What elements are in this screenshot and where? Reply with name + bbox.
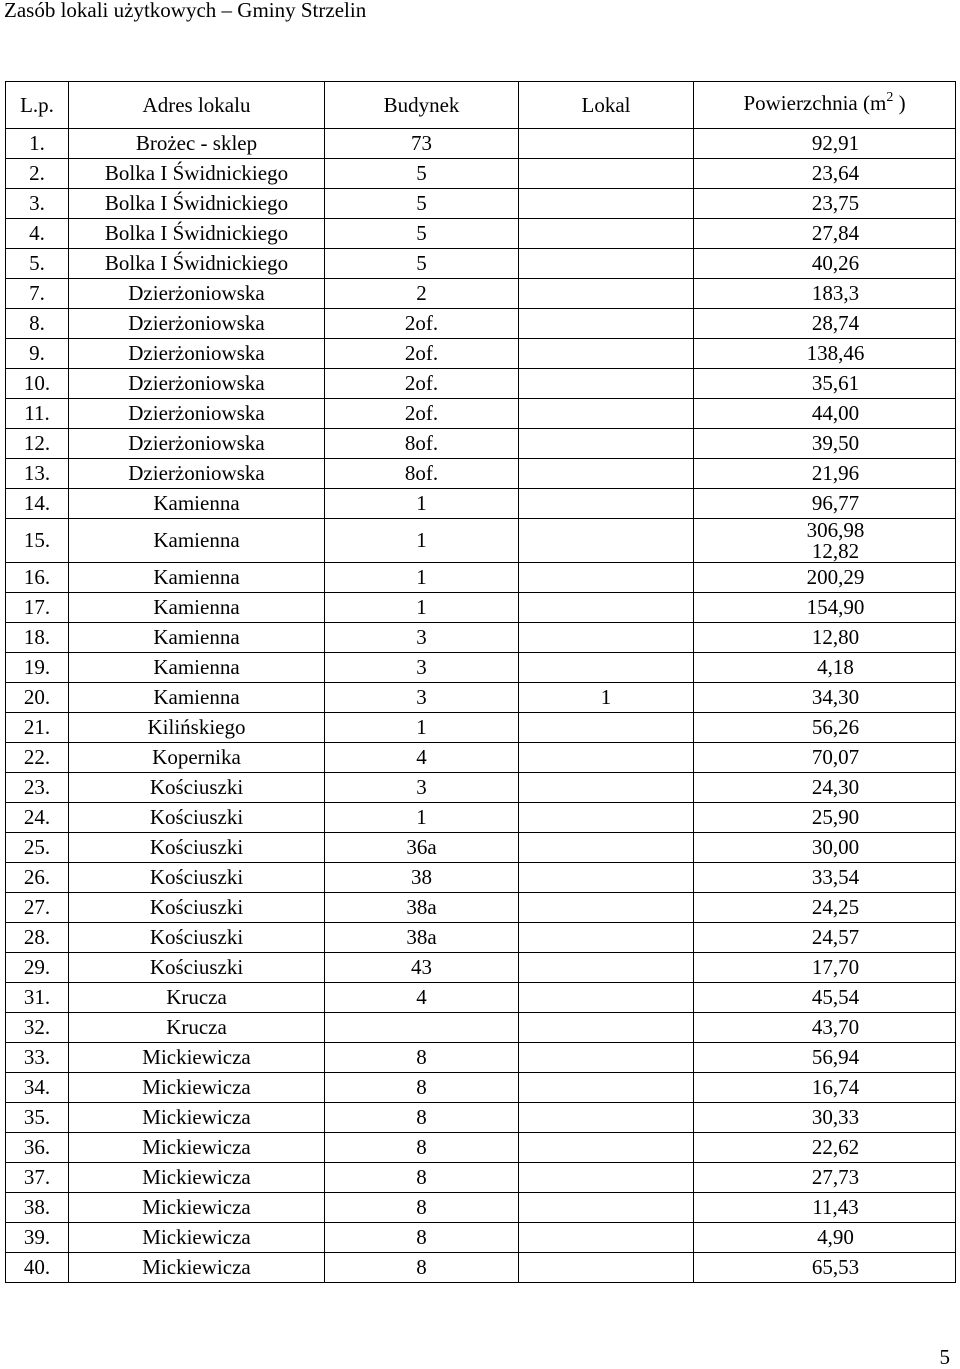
table-row bbox=[6, 459, 956, 489]
cell-unit bbox=[519, 1013, 694, 1043]
cell-lp: 28. bbox=[6, 923, 69, 953]
cell-area: 39,50 bbox=[694, 429, 956, 459]
table-row bbox=[6, 1163, 956, 1193]
cell-lp: 22. bbox=[6, 743, 69, 773]
cell-building: 3 bbox=[325, 623, 519, 653]
cell-address: Kilińskiego bbox=[69, 713, 325, 743]
header-area bbox=[694, 82, 956, 129]
cell-address: Kościuszki bbox=[69, 833, 325, 863]
cell-address: Bolka I Świdnickiego bbox=[69, 219, 325, 249]
table-row bbox=[6, 1043, 956, 1073]
cell-building: 3 bbox=[325, 683, 519, 713]
cell-lp: 7. bbox=[6, 279, 69, 309]
cell-building: 8 bbox=[325, 1223, 519, 1253]
cell-unit bbox=[519, 129, 694, 159]
cell-lp: 2. bbox=[6, 159, 69, 189]
cell-area: 33,54 bbox=[694, 863, 956, 893]
cell-unit bbox=[519, 429, 694, 459]
table-row bbox=[6, 279, 956, 309]
cell-address: Kościuszki bbox=[69, 773, 325, 803]
cell-unit bbox=[519, 279, 694, 309]
cell-address: Mickiewicza bbox=[69, 1193, 325, 1223]
cell-lp: 4. bbox=[6, 219, 69, 249]
cell-lp: 25. bbox=[6, 833, 69, 863]
cell-lp: 15. bbox=[6, 519, 69, 563]
cell-building: 5 bbox=[325, 159, 519, 189]
cell-address: Bolka I Świdnickiego bbox=[69, 189, 325, 219]
table-header-row bbox=[6, 82, 956, 129]
cell-building: 2of. bbox=[325, 399, 519, 429]
cell-area: 154,90 bbox=[694, 593, 956, 623]
cell-lp: 20. bbox=[6, 683, 69, 713]
table-row bbox=[6, 923, 956, 953]
cell-building: 8 bbox=[325, 1103, 519, 1133]
cell-building: 2of. bbox=[325, 309, 519, 339]
cell-building: 1 bbox=[325, 489, 519, 519]
table-row bbox=[6, 519, 956, 563]
cell-address: Kamienna bbox=[69, 623, 325, 653]
header-area-text: Powierzchnia (m bbox=[743, 91, 887, 115]
table-row bbox=[6, 489, 956, 519]
cell-address: Dzierżoniowska bbox=[69, 459, 325, 489]
cell-unit bbox=[519, 309, 694, 339]
cell-building: 36a bbox=[325, 833, 519, 863]
cell-area-value: 306,98 bbox=[806, 518, 865, 542]
cell-address: Mickiewicza bbox=[69, 1163, 325, 1193]
cell-address: Kopernika bbox=[69, 743, 325, 773]
table-row bbox=[6, 683, 956, 713]
cell-building: 8 bbox=[325, 1073, 519, 1103]
cell-area: 25,90 bbox=[694, 803, 956, 833]
cell-unit bbox=[519, 983, 694, 1013]
cell-building: 8 bbox=[325, 1043, 519, 1073]
cell-unit bbox=[519, 189, 694, 219]
cell-address: Mickiewicza bbox=[69, 1223, 325, 1253]
cell-unit bbox=[519, 219, 694, 249]
table-row bbox=[6, 803, 956, 833]
table-row bbox=[6, 563, 956, 593]
table-row bbox=[6, 159, 956, 189]
cell-unit bbox=[519, 1253, 694, 1283]
cell-unit bbox=[519, 803, 694, 833]
cell-lp: 8. bbox=[6, 309, 69, 339]
cell-area: 23,75 bbox=[694, 189, 956, 219]
cell-unit bbox=[519, 623, 694, 653]
table-row bbox=[6, 1193, 956, 1223]
cell-lp: 39. bbox=[6, 1223, 69, 1253]
cell-address: Krucza bbox=[69, 983, 325, 1013]
cell-lp: 24. bbox=[6, 803, 69, 833]
header-area-close: ) bbox=[893, 91, 906, 115]
cell-area: 24,25 bbox=[694, 893, 956, 923]
cell-address: Krucza bbox=[69, 1013, 325, 1043]
cell-building: 2of. bbox=[325, 369, 519, 399]
cell-area: 30,00 bbox=[694, 833, 956, 863]
table-row bbox=[6, 773, 956, 803]
cell-lp: 19. bbox=[6, 653, 69, 683]
cell-building: 1 bbox=[325, 593, 519, 623]
cell-address: Kamienna bbox=[69, 653, 325, 683]
cell-area: 138,46 bbox=[694, 339, 956, 369]
cell-address: Kamienna bbox=[69, 683, 325, 713]
cell-unit bbox=[519, 1103, 694, 1133]
cell-area bbox=[694, 519, 956, 563]
cell-area: 23,64 bbox=[694, 159, 956, 189]
table-row bbox=[6, 743, 956, 773]
cell-lp: 9. bbox=[6, 339, 69, 369]
cell-building: 38a bbox=[325, 923, 519, 953]
table-row bbox=[6, 863, 956, 893]
cell-area: 28,74 bbox=[694, 309, 956, 339]
cell-unit bbox=[519, 1133, 694, 1163]
table-row bbox=[6, 1103, 956, 1133]
document-title: Zasób lokali użytkowych – Gminy Strzelin bbox=[4, 0, 367, 22]
cell-address: Dzierżoniowska bbox=[69, 369, 325, 399]
cell-address: Kamienna bbox=[69, 563, 325, 593]
cell-area: 65,53 bbox=[694, 1253, 956, 1283]
cell-unit bbox=[519, 1223, 694, 1253]
cell-address: Kościuszki bbox=[69, 803, 325, 833]
cell-area: 4,18 bbox=[694, 653, 956, 683]
cell-unit bbox=[519, 249, 694, 279]
cell-building: 8of. bbox=[325, 429, 519, 459]
cell-unit bbox=[519, 653, 694, 683]
cell-address: Dzierżoniowska bbox=[69, 309, 325, 339]
cell-unit bbox=[519, 953, 694, 983]
cell-address: Mickiewicza bbox=[69, 1043, 325, 1073]
cell-building: 1 bbox=[325, 713, 519, 743]
cell-building: 8 bbox=[325, 1163, 519, 1193]
table-row bbox=[6, 249, 956, 279]
cell-building: 1 bbox=[325, 519, 519, 563]
cell-area: 24,30 bbox=[694, 773, 956, 803]
table-row bbox=[6, 623, 956, 653]
table-row bbox=[6, 189, 956, 219]
cell-lp: 27. bbox=[6, 893, 69, 923]
header-area-superscript: 2 bbox=[886, 90, 894, 105]
cell-lp: 10. bbox=[6, 369, 69, 399]
cell-area: 12,80 bbox=[694, 623, 956, 653]
cell-building: 4 bbox=[325, 743, 519, 773]
cell-lp: 16. bbox=[6, 563, 69, 593]
table-row bbox=[6, 309, 956, 339]
header-lp: L.p. bbox=[6, 82, 69, 129]
cell-building: 43 bbox=[325, 953, 519, 983]
cell-area: 183,3 bbox=[694, 279, 956, 309]
cell-address: Bolka I Świdnickiego bbox=[69, 159, 325, 189]
cell-area: 92,91 bbox=[694, 129, 956, 159]
cell-unit bbox=[519, 923, 694, 953]
cell-building: 5 bbox=[325, 249, 519, 279]
cell-area-value-second: 12,82 bbox=[811, 538, 860, 563]
cell-area: 45,54 bbox=[694, 983, 956, 1013]
cell-building: 4 bbox=[325, 983, 519, 1013]
cell-address: Mickiewicza bbox=[69, 1253, 325, 1283]
cell-area: 21,96 bbox=[694, 459, 956, 489]
cell-address: Dzierżoniowska bbox=[69, 339, 325, 369]
cell-building: 73 bbox=[325, 129, 519, 159]
cell-unit bbox=[519, 773, 694, 803]
cell-address: Kościuszki bbox=[69, 863, 325, 893]
cell-lp: 38. bbox=[6, 1193, 69, 1223]
table-row bbox=[6, 1133, 956, 1163]
table-row bbox=[6, 129, 956, 159]
header-unit: Lokal bbox=[519, 82, 694, 129]
cell-area: 16,74 bbox=[694, 1073, 956, 1103]
table-row bbox=[6, 1253, 956, 1283]
cell-area: 35,61 bbox=[694, 369, 956, 399]
cell-unit bbox=[519, 833, 694, 863]
cell-address: Dzierżoniowska bbox=[69, 399, 325, 429]
cell-lp: 1. bbox=[6, 129, 69, 159]
cell-area: 27,84 bbox=[694, 219, 956, 249]
cell-address: Dzierżoniowska bbox=[69, 429, 325, 459]
cell-area: 4,90 bbox=[694, 1223, 956, 1253]
cell-area: 27,73 bbox=[694, 1163, 956, 1193]
cell-building: 38 bbox=[325, 863, 519, 893]
cell-lp: 17. bbox=[6, 593, 69, 623]
cell-unit bbox=[519, 1193, 694, 1223]
cell-lp: 40. bbox=[6, 1253, 69, 1283]
cell-building: 8of. bbox=[325, 459, 519, 489]
cell-unit bbox=[519, 563, 694, 593]
cell-lp: 33. bbox=[6, 1043, 69, 1073]
table-row bbox=[6, 339, 956, 369]
cell-lp: 35. bbox=[6, 1103, 69, 1133]
cell-lp: 5. bbox=[6, 249, 69, 279]
table-body bbox=[6, 129, 956, 1283]
table-row bbox=[6, 653, 956, 683]
cell-building: 8 bbox=[325, 1253, 519, 1283]
cell-lp: 18. bbox=[6, 623, 69, 653]
cell-area: 34,30 bbox=[694, 683, 956, 713]
cell-area: 40,26 bbox=[694, 249, 956, 279]
cell-building: 3 bbox=[325, 773, 519, 803]
cell-area: 56,26 bbox=[694, 713, 956, 743]
cell-address: Mickiewicza bbox=[69, 1073, 325, 1103]
cell-unit bbox=[519, 863, 694, 893]
cell-unit bbox=[519, 713, 694, 743]
cell-unit bbox=[519, 1073, 694, 1103]
cell-unit bbox=[519, 593, 694, 623]
premises-table bbox=[5, 81, 956, 1283]
cell-lp: 34. bbox=[6, 1073, 69, 1103]
cell-lp: 29. bbox=[6, 953, 69, 983]
cell-unit bbox=[519, 489, 694, 519]
cell-address: Bolka I Świdnickiego bbox=[69, 249, 325, 279]
cell-unit bbox=[519, 399, 694, 429]
cell-unit: 1 bbox=[519, 683, 694, 713]
cell-building: 3 bbox=[325, 653, 519, 683]
cell-address: Kościuszki bbox=[69, 923, 325, 953]
cell-unit bbox=[519, 459, 694, 489]
cell-unit bbox=[519, 1043, 694, 1073]
page-number: 5 bbox=[939, 1345, 950, 1369]
cell-lp: 14. bbox=[6, 489, 69, 519]
cell-lp: 23. bbox=[6, 773, 69, 803]
table-row bbox=[6, 219, 956, 249]
table-row bbox=[6, 369, 956, 399]
header-address: Adres lokalu bbox=[69, 82, 325, 129]
cell-building: 2of. bbox=[325, 339, 519, 369]
cell-area: 22,62 bbox=[694, 1133, 956, 1163]
cell-address: Kamienna bbox=[69, 593, 325, 623]
cell-address: Mickiewicza bbox=[69, 1133, 325, 1163]
cell-address: Kamienna bbox=[69, 519, 325, 563]
cell-area: 70,07 bbox=[694, 743, 956, 773]
cell-area: 17,70 bbox=[694, 953, 956, 983]
cell-address: Kościuszki bbox=[69, 893, 325, 923]
cell-unit bbox=[519, 893, 694, 923]
table-row bbox=[6, 893, 956, 923]
cell-address: Brożec - sklep bbox=[69, 129, 325, 159]
cell-address: Dzierżoniowska bbox=[69, 279, 325, 309]
cell-area: 43,70 bbox=[694, 1013, 956, 1043]
cell-address: Kościuszki bbox=[69, 953, 325, 983]
cell-lp: 12. bbox=[6, 429, 69, 459]
header-building: Budynek bbox=[325, 82, 519, 129]
cell-building: 2 bbox=[325, 279, 519, 309]
cell-unit bbox=[519, 519, 694, 563]
cell-building: 5 bbox=[325, 219, 519, 249]
cell-unit bbox=[519, 369, 694, 399]
cell-lp: 31. bbox=[6, 983, 69, 1013]
cell-building: 5 bbox=[325, 189, 519, 219]
cell-unit bbox=[519, 1163, 694, 1193]
cell-lp: 32. bbox=[6, 1013, 69, 1043]
cell-lp: 26. bbox=[6, 863, 69, 893]
cell-address: Mickiewicza bbox=[69, 1103, 325, 1133]
table-row bbox=[6, 429, 956, 459]
table-row bbox=[6, 399, 956, 429]
cell-lp: 11. bbox=[6, 399, 69, 429]
table-row bbox=[6, 833, 956, 863]
cell-building: 8 bbox=[325, 1133, 519, 1163]
cell-area: 30,33 bbox=[694, 1103, 956, 1133]
table-row bbox=[6, 1013, 956, 1043]
table-row bbox=[6, 1073, 956, 1103]
table-row bbox=[6, 1223, 956, 1253]
cell-area: 200,29 bbox=[694, 563, 956, 593]
cell-area: 96,77 bbox=[694, 489, 956, 519]
cell-area: 11,43 bbox=[694, 1193, 956, 1223]
cell-building bbox=[325, 1013, 519, 1043]
table-row bbox=[6, 953, 956, 983]
table-row bbox=[6, 713, 956, 743]
cell-building: 1 bbox=[325, 803, 519, 833]
table-row bbox=[6, 983, 956, 1013]
cell-area: 56,94 bbox=[694, 1043, 956, 1073]
cell-unit bbox=[519, 339, 694, 369]
cell-area: 44,00 bbox=[694, 399, 956, 429]
cell-unit bbox=[519, 159, 694, 189]
cell-building: 8 bbox=[325, 1193, 519, 1223]
cell-area: 24,57 bbox=[694, 923, 956, 953]
cell-lp: 36. bbox=[6, 1133, 69, 1163]
cell-unit bbox=[519, 743, 694, 773]
cell-address: Kamienna bbox=[69, 489, 325, 519]
cell-lp: 37. bbox=[6, 1163, 69, 1193]
table-row bbox=[6, 593, 956, 623]
cell-building: 38a bbox=[325, 893, 519, 923]
cell-lp: 3. bbox=[6, 189, 69, 219]
cell-lp: 21. bbox=[6, 713, 69, 743]
cell-building: 1 bbox=[325, 563, 519, 593]
cell-lp: 13. bbox=[6, 459, 69, 489]
